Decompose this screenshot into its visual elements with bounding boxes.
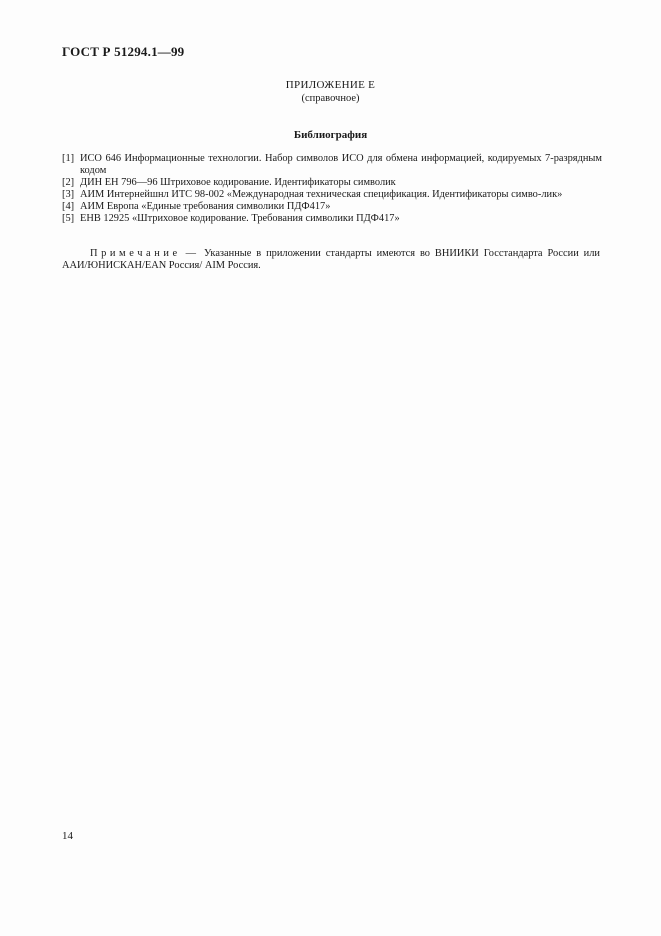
document-id: ГОСТ Р 51294.1—99 <box>62 44 185 59</box>
bibliography-item-4 <box>62 201 602 213</box>
bibliography-item-number: [4] <box>62 201 75 212</box>
bibliography-item-number: [2] <box>62 177 75 188</box>
bibliography-item-3 <box>62 189 602 201</box>
page-number: 14 <box>62 830 73 842</box>
bibliography-item-1 <box>62 153 602 177</box>
appendix-title: ПРИЛОЖЕНИЕ Е <box>285 79 376 91</box>
note-text: Указанные в приложении стандарты имеются во ВНИИКИ Госстандарта России или ААИ/ЮНИСКАН/EAN Россия/ AIM Россия. <box>62 248 600 271</box>
bibliography-item-5 <box>62 213 602 225</box>
bibliography-item-text: АИМ Интернейшнл ИТС 98-002 «Международная техническая спецификация. Идентификаторы симво-лик» <box>80 189 563 200</box>
note-label: Примечание <box>90 248 181 259</box>
bibliography-item-number: [3] <box>62 189 75 200</box>
bibliography-heading: Библиография <box>293 129 368 141</box>
bibliography-item-number: [5] <box>62 213 75 224</box>
note-paragraph <box>62 248 600 272</box>
bibliography-item-text: ДИН ЕН 796—96 Штриховое кодирование. Идентификаторы символик <box>80 177 396 188</box>
appendix-subtitle: (справочное) <box>301 93 360 104</box>
note-dash: — <box>180 248 201 259</box>
bibliography-list <box>62 153 602 225</box>
bibliography-item-text: АИМ Европа «Единые требования символики ПДФ417» <box>80 201 331 212</box>
bibliography-item-2 <box>62 177 602 189</box>
bibliography-item-number: [1] <box>62 153 75 164</box>
bibliography-item-text: ЕНВ 12925 «Штриховое кодирование. Требования символики ПДФ417» <box>80 213 400 224</box>
bibliography-item-text: ИСО 646 Информационные технологии. Набор символов ИСО для обмена информацией, кодируемых 7-разрядным кодом <box>80 153 602 176</box>
